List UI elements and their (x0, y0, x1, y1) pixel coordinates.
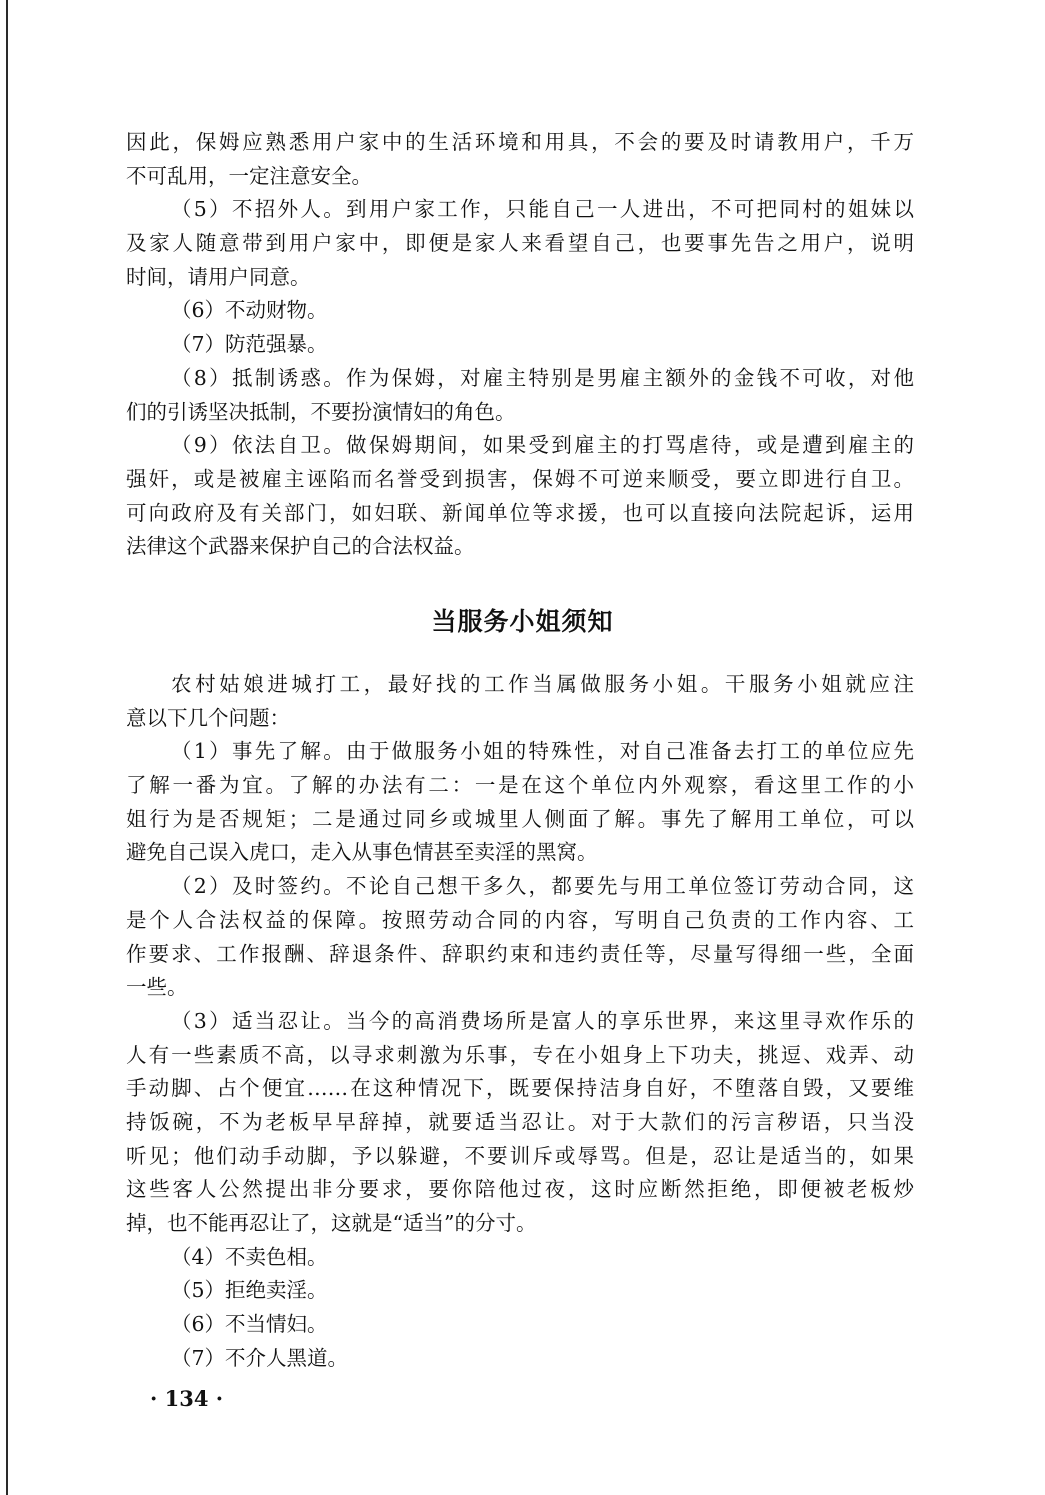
text-line: 农村姑娘进城打工，最好找的工作当属做服务小姐。干服务小姐就应注 (171, 672, 914, 696)
text-line: （7）不介人黑道。 (171, 1345, 349, 1370)
text-line: 人有一些素质不高，以寻求刺激为乐事，专在小姐身上下功夫，挑逗、戏弄、动 (126, 1042, 914, 1067)
text-line: （9）依法自卫。做保姆期间，如果受到雇主的打骂虐待，或是遭到雇主的 (171, 433, 914, 458)
text-line: 及家人随意带到用户家中，即便是家人来看望自己，也要事先告之用户，说明 (126, 231, 914, 256)
text-line: （8）抵制诱惑。作为保姆，对雇主特别是男雇主额外的金钱不可收，对他 (171, 365, 914, 390)
text-line: 们的引诱坚决抵制，不要扮演情妇的角色。 (126, 399, 516, 424)
section-heading: 当服务小姐须知 (431, 607, 614, 636)
text-line: 意以下几个问题： (126, 705, 290, 730)
text-line: 一些。 (126, 975, 188, 1000)
text-line: （1）事先了解。由于做服务小姐的特殊性，对自己准备去打工的单位应先 (171, 739, 914, 764)
top-section-text (126, 126, 914, 564)
text-line: 不可乱用，一定注意安全。 (126, 163, 372, 188)
text-line: 姐行为是否规矩；二是通过同乡或城里人侧面了解。事先了解用工单位，可以 (126, 806, 914, 831)
text-line: （4）不卖色相。 (171, 1244, 328, 1269)
text-line: （3）适当忍让。当今的高消费场所是富人的享乐世界，来这里寻欢作乐的 (171, 1008, 914, 1033)
page-number: · 134 · (150, 1386, 224, 1411)
scan-edge-line (6, 0, 8, 1495)
text-line: 掉，也不能再忍让了，这就是“适当”的分寸。 (126, 1211, 537, 1235)
text-line: （5）拒绝卖淫。 (171, 1278, 328, 1303)
section-text (126, 668, 914, 1375)
text-line: （5）不招外人。到用户家工作，只能自己一人进出，不可把同村的姐妹以 (171, 197, 914, 222)
text-line: 时间，请用户同意。 (126, 264, 311, 289)
text-line: （7）防范强暴。 (171, 332, 328, 357)
text-line: 避免自己误入虎口，走入从事色情甚至卖淫的黑窝。 (126, 840, 598, 865)
text-line: 法律这个武器来保护自己的合法权益。 (126, 534, 475, 559)
text-line: （6）不当情妇。 (171, 1312, 328, 1337)
text-line: 强奸，或是被雇主诬陷而名誉受到损害，保姆不可逆来顺受，要立即进行自卫。 (126, 466, 914, 491)
text-line: 是个人合法权益的保障。按照劳动合同的内容，写明自己负责的工作内容、工 (126, 907, 914, 932)
text-line: 手动脚、占个便宜……在这种情况下，既要保持洁身自好，不堕落自毁，又要维 (126, 1076, 914, 1101)
text-line: 可向政府及有关部门，如妇联、新闻单位等求援，也可以直接向法院起诉，运用 (126, 500, 914, 525)
text-line: 持饭碗，不为老板早早辞掉，就要适当忍让。对于大款们的污言秽语，只当没 (126, 1109, 914, 1134)
text-line: 作要求、工作报酬、辞退条件、辞职约束和违约责任等，尽量写得细一些，全面 (126, 941, 914, 966)
text-line: 这些客人公然提出非分要求，要你陪他过夜，这时应断然拒绝，即便被老板炒 (126, 1177, 914, 1202)
text-line: 因此，保姆应熟悉用户家中的生活环境和用具，不会的要及时请教用户，千万 (126, 130, 914, 154)
text-line: （2）及时签约。不论自己想干多久，都要先与用工单位签订劳动合同，这 (171, 874, 914, 899)
text-line: 听见；他们动手动脚，予以躲避，不要训斥或辱骂。但是，忍让是适当的，如果 (126, 1143, 914, 1168)
text-line: （6）不动财物。 (171, 298, 328, 323)
text-line: 了解一番为宜。了解的办法有二：一是在这个单位内外观察，看这里工作的小 (126, 773, 914, 798)
